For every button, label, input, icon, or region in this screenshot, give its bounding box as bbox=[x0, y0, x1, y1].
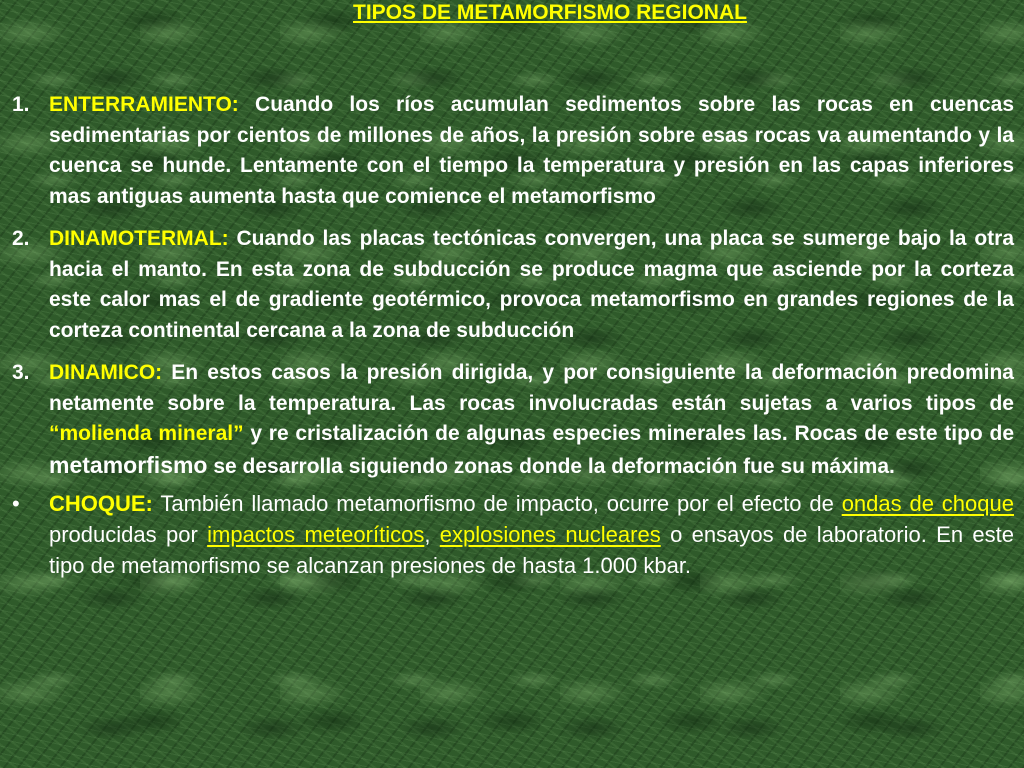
item-text: y re cristalización de algunas especies minerales las. Rocas de este tipo de bbox=[243, 422, 1014, 445]
list-number: 2. bbox=[12, 227, 30, 250]
slide-body bbox=[12, 90, 1014, 581]
item-heading: CHOQUE: bbox=[49, 491, 153, 516]
link-impactos-meteoriticos[interactable]: impactos meteoríticos bbox=[207, 522, 425, 547]
list-item-dinamico bbox=[12, 358, 1014, 482]
bullet-icon: • bbox=[12, 491, 20, 516]
link-ondas-de-choque[interactable]: ondas de choque bbox=[841, 491, 1014, 516]
list-item-enterramiento bbox=[12, 90, 1014, 212]
link-explosiones-nucleares[interactable]: explosiones nucleares bbox=[439, 522, 661, 547]
list-item-dinamotermal bbox=[12, 224, 1014, 346]
item-heading: DINAMICO: bbox=[49, 361, 163, 384]
item-text: En estos casos la presión dirigida, y por consiguiente la deformación predomina netamente sobre la temperatura. Las rocas involucradas están sujetas a varios tipos de bbox=[49, 361, 1014, 415]
item-text: o ensayos de laboratorio. En este tipo de metamorfismo se alcanzan presiones de hasta 1.000 kbar. bbox=[49, 522, 1015, 578]
item-text: , bbox=[424, 522, 440, 547]
list-item-choque bbox=[12, 488, 1014, 581]
item-text: Cuando las placas tectónicas convergen, una placa se sumerge bajo la otra hacia el manto. En esta zona de subducción se produce magma que asciende por la corteza este calor mas el de gradiente geotérmico, provoca metamorfismo en grandes regiones de la corteza continental cercana a la zona de subducción bbox=[49, 227, 1014, 342]
item-text: producidas por bbox=[49, 522, 208, 547]
slide-title: TIPOS DE METAMORFISMO REGIONAL bbox=[353, 1, 747, 24]
item-heading: DINAMOTERMAL: bbox=[49, 227, 229, 250]
quoted-term: “molienda mineral” bbox=[49, 422, 244, 445]
item-heading: ENTERRAMIENTO: bbox=[49, 93, 239, 116]
emphasis-word: metamorfismo bbox=[49, 451, 208, 478]
list-number: 3. bbox=[12, 361, 30, 384]
item-text: Cuando los ríos acumulan sedimentos sobre las rocas en cuencas sedimentarias por cientos de millones de años, la presión sobre esas rocas va aumentando y la cuenca se hunde. Lentamente con el tiempo la temperatura y presión en las capas inferiores mas antiguas aumenta hasta que comience el metamorfismo bbox=[49, 93, 1014, 208]
item-text: se desarrolla siguiendo zonas donde la deformación fue su máxima. bbox=[207, 454, 895, 478]
item-text: También llamado metamorfismo de impacto, ocurre por el efecto de bbox=[152, 491, 842, 516]
list-number: 1. bbox=[12, 93, 30, 116]
